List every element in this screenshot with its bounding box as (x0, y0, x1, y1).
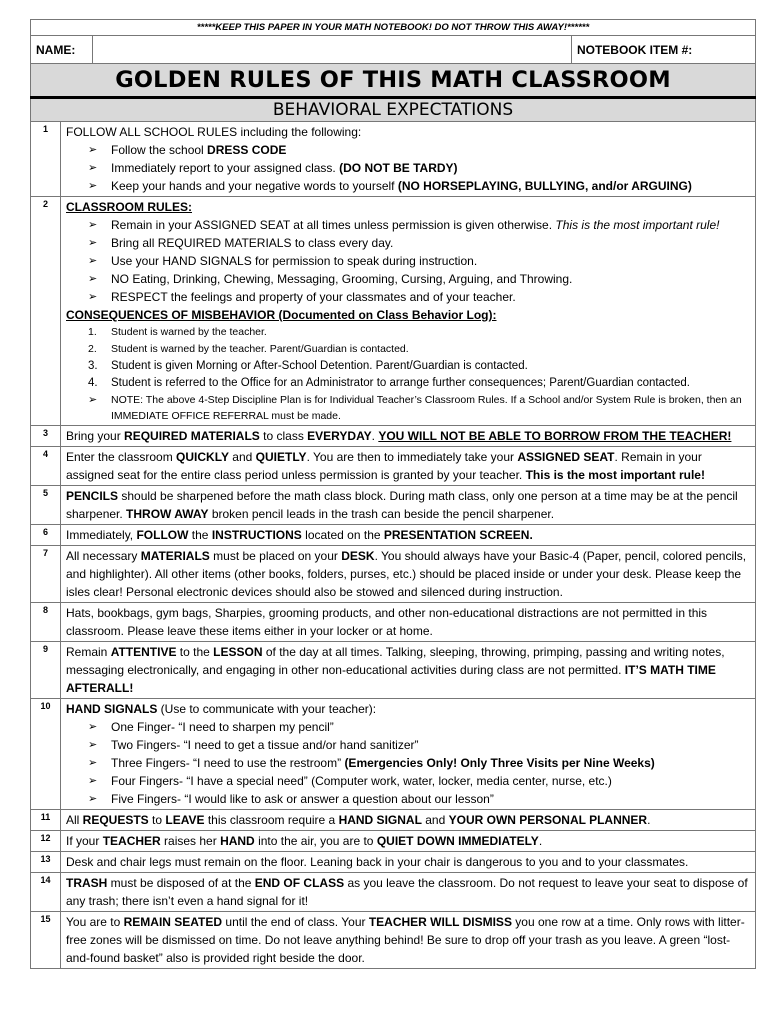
rule-row (31, 810, 756, 831)
rule-number: 3 (31, 426, 61, 447)
classroom-rules-heading: CLASSROOM RULES: (66, 200, 192, 214)
rule-row (31, 122, 756, 197)
rule-number: 14 (31, 873, 61, 912)
rule-row (31, 486, 756, 525)
rule-row (31, 426, 756, 447)
list-item: ➢ Immediately report to your assigned class. (DO NOT BE TARDY) (88, 159, 751, 177)
rules-sheet (30, 19, 756, 969)
rule-number: 9 (31, 642, 61, 699)
list-item: 2. Student is warned by the teacher. Parent/Guardian is contacted. (88, 343, 409, 355)
rule-number: 1 (31, 122, 61, 197)
rule-number: 8 (31, 603, 61, 642)
list-item: ➢ Two Fingers- “I need to get a tissue and/or hand sanitizer” (88, 736, 751, 754)
list-item: ➢ NO Eating, Drinking, Chewing, Messaging, Grooming, Cursing, Arguing, and Throwing. (88, 270, 751, 288)
rule-row (31, 831, 756, 852)
rule-number: 5 (31, 486, 61, 525)
list-item: 3. Student is given Morning or After-School Detention. Parent/Guardian is contacted. (88, 360, 528, 372)
list-item: 1. Student is warned by the teacher. (88, 326, 267, 338)
rule-text: HAND SIGNALS (Use to communicate with your teacher): (66, 702, 377, 716)
rule-row (31, 603, 756, 642)
rule-row (31, 699, 756, 810)
list-item: ➢ Remain in your ASSIGNED SEAT at all times unless permission is given otherwise. This is the most important rule! (88, 216, 751, 234)
rule-row (31, 912, 756, 969)
rule-text: Enter the classroom QUICKLY and QUIETLY. You are then to immediately take your ASSIGNED SEAT. Remain in your assigned seat for the entire class period unless permission is granted by your teacher. This is the most important rule! (66, 450, 705, 482)
rule-text: Hats, bookbags, gym bags, Sharpies, grooming products, and other non-educational distractions are not permitted in this classroom. Please leave these items either in your locker or at home. (66, 606, 708, 638)
rule-number: 10 (31, 699, 61, 810)
rule-number: 6 (31, 525, 61, 546)
rule-text: If your TEACHER raises her HAND into the air, you are to QUIET DOWN IMMEDIATELY. (66, 834, 543, 848)
rule-row (31, 447, 756, 486)
page-title: GOLDEN RULES OF THIS MATH CLASSROOM (31, 64, 756, 98)
rule-text: You are to REMAIN SEATED until the end of class. Your TEACHER WILL DISMISS you one row at a time. Only rows with litter-free zones will be dismissed on time. Do not leave anything behind! Be sure to drop off your trash as you leave. A green “lost-and-found basket” also is provided right beside the door. (66, 915, 745, 965)
rule-row (31, 546, 756, 603)
rule-text: PENCILS should be sharpened before the math class block. During math class, only one person at a time may be at the pencil sharpener. THROW AWAY broken pencil leads in the trash can beside the pencil sharpener. (66, 489, 738, 521)
rule-text: TRASH must be disposed of at the END OF CLASS as you leave the classroom. Do not request to leave your seat to dispose of any trash; there isn’t even a hand signal for it! (66, 876, 748, 908)
name-field[interactable] (93, 36, 572, 64)
list-item: ➢ Four Fingers- “I have a special need” (Computer work, water, locker, media center, nurse, etc.) (88, 772, 751, 790)
rule-number: 7 (31, 546, 61, 603)
consequences-heading: CONSEQUENCES OF MISBEHAVIOR (Documented on Class Behavior Log): (66, 308, 497, 322)
rule-row (31, 197, 756, 426)
rule-text: Immediately, FOLLOW the INSTRUCTIONS located on the PRESENTATION SCREEN. (66, 528, 533, 542)
rule-row (31, 852, 756, 873)
list-item: ➢ Follow the school DRESS CODE (88, 141, 751, 159)
rules-table (30, 19, 756, 969)
list-item: ➢ Bring all REQUIRED MATERIALS to class every day. (88, 234, 751, 252)
rule-text: All necessary MATERIALS must be placed on your DESK. You should always have your Basic-4 (Paper, pencil, colored pencils, and highlighter). All other items (other books, folders, purses, etc.) should be placed inside or under your desk. Please keep the isles clear! Personal electronic devices should also be stowed and silenced during instruction. (66, 549, 747, 599)
list-item: ➢ RESPECT the feelings and property of your classmates and of your teacher. (88, 288, 751, 306)
rule-text: Desk and chair legs must remain on the floor. Leaning back in your chair is dangerous to you and to your classmates. (66, 855, 689, 869)
rule-row (31, 525, 756, 546)
rule-text: FOLLOW ALL SCHOOL RULES including the following: (66, 125, 362, 139)
list-item: ➢ One Finger- “I need to sharpen my pencil” (88, 718, 751, 736)
rule-number: 2 (31, 197, 61, 426)
rule-number: 13 (31, 852, 61, 873)
list-item: ➢ Five Fingers- “I would like to ask or answer a question about our lesson” (88, 790, 751, 808)
discipline-note: ➢ NOTE: The above 4-Step Discipline Plan is for Individual Teacher’s Classroom Rules. If a School and/or System Rule is broken, then an IMMEDIATE OFFICE REFERRAL must be made. (88, 392, 751, 424)
rule-number: 11 (31, 810, 61, 831)
list-item: ➢ Three Fingers- “I need to use the restroom” (Emergencies Only! Only Three Visits per Nine Weeks) (88, 754, 751, 772)
notebook-item-field[interactable]: NOTEBOOK ITEM #: (571, 36, 755, 64)
name-label: NAME: (31, 36, 93, 64)
rule-row (31, 873, 756, 912)
rule-number: 4 (31, 447, 61, 486)
keep-paper-banner: *****KEEP THIS PAPER IN YOUR MATH NOTEBOOK! DO NOT THROW THIS AWAY!****** (31, 20, 756, 36)
list-item: ➢ Use your HAND SIGNALS for permission to speak during instruction. (88, 252, 751, 270)
rule-row (31, 642, 756, 699)
rule-number: 12 (31, 831, 61, 852)
rule-text: All REQUESTS to LEAVE this classroom require a HAND SIGNAL and YOUR OWN PERSONAL PLANNER. (66, 813, 651, 827)
list-item: ➢ Keep your hands and your negative words to yourself (NO HORSEPLAYING, BULLYING, and/or ARGUING) (88, 177, 751, 195)
section-heading: BEHAVIORAL EXPECTATIONS (31, 98, 756, 122)
rule-number: 15 (31, 912, 61, 969)
list-item: 4. Student is referred to the Office for an Administrator to arrange further consequences; Parent/Guardian contacted. (88, 377, 690, 389)
rule-text: Bring your REQUIRED MATERIALS to class EVERYDAY. YOU WILL NOT BE ABLE TO BORROW FROM THE TEACHER! (66, 429, 732, 443)
rule-text: Remain ATTENTIVE to the LESSON of the day at all times. Talking, sleeping, throwing, primping, passing and writing notes, messaging electronically, and engaging in other non-educational activities during class are not permitted. IT’S MATH TIME AFTERALL! (66, 645, 725, 695)
